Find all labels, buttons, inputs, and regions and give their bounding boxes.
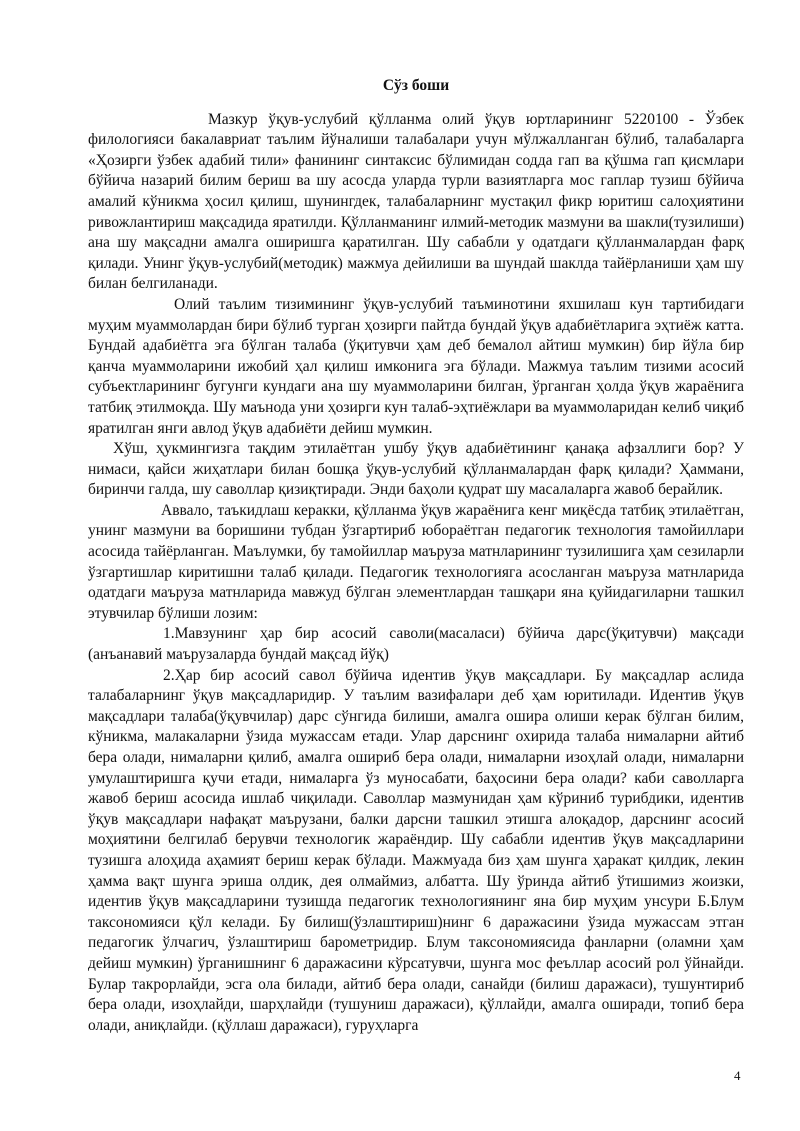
document-title: Сўз боши — [382, 77, 450, 94]
paragraph-pedagogical-technology: Аввало, таъкидлаш керакки, қўлланма ўқув жараёнига кенг миқёсда татбиқ этилаётган, унинг мазмуни ва боришини тубдан ўзгартириб юбораётган педагогик технология тамойиллари асосида тайёрланган. Маълумки, бу тамойиллар маъруза матнларининг тузилишига ҳам сезиларли ўзгартишлар киритишни талаб қилади. Педагогик технологияга асосланган маъруза матнларида одатдаги маъруза матнларида мавжуд бўлган элементлардан ташқари яна қуйидагиларни ташкил этувчилар бўлиши лозим: — [88, 501, 744, 622]
paragraph-questions: Хўш, ҳукмингизга тақдим этилаётган ушбу ўқув адабиётининг қанақа афзаллиги бор? У нимаси, қайси жиҳатлари билан бошқа ўқув-услубий қўлланмалардан фарқ қилади? Ҳаммани, биринчи галда, шу саволлар қизиқтиради. Энди баҳоли қудрат шу масалаларга жавоб берайлик. — [88, 440, 744, 499]
paragraph-intro: Мазкур ўқув-услубий қўлланма олий ўқув юртларининг 5220100 - Ўзбек филологияси бакалавриат таълим йўналиши талабалари учун мўлжалланган бўлиб, талабаларга «Ҳозирги ўзбек адабий тили» фанининг синтаксис бўлимидан содда гап ва қўшма гап қисмлари бўйича назарий билим бериш ва шу асосда уларда турли вазиятларга мос гаплар тузиш бўйича амалий кўникма ҳосил қилиш, шунингдек, талабаларнинг мустақил фикр юритиш салоҳиятини ривожлантириш мақсадида яратилди. Қўлланманинг илмий-методик мазмуни ва шакли(тузилиши) ана шу мақсадни амалга оширишга қаратилган. Шу сабабли у одатдаги қўлланмалардан фарқ қилади. Унинг ўқув-услубий(методик) мажмуа дейилиши ва шундай шаклда тайёрланиши ҳам шу билан белгиланади. — [88, 110, 744, 293]
list-item-1: 1.Мавзунинг ҳар бир асосий саволи(масаласи) бўйича дарс(ўқитувчи) мақсади (анъанавий маърузаларда бундай мақсад йўқ) — [88, 625, 744, 664]
paragraph-higher-education: Олий таълим тизимининг ўқув-услубий таъминотини яхшилаш кун тартибидаги муҳим муаммолардан бири бўлиб турган ҳозирги пайтда бундай ўқув адабиётларига эҳтиёж катта. Бундай адабиётга эга бўлган талаба (ўқитувчи ҳам деб бемалол айтиш мумкин) бир йўла бир қанча муаммоларини ижобий ҳал қилиш имконига эга бўлади. Мажмуа таълим тизими асосий субъектларининг бугунги кундаги ана шу муаммоларини билган, ўрганган ҳолда ўқув жараёнига татбиқ этилмоқда. Шу маънода уни ҳозирги кун талаб-эҳтиёжлари ва муаммоларидан келиб чиқиб яратилган янги авлод ўқув адабиёти дейиш мумкин. — [88, 295, 744, 437]
list-item-2: 2.Ҳар бир асосий савол бўйича идентив ўқув мақсадлари. Бу мақсадлар аслида талабаларнинг ўқув мақсадларидир. У таълим вазифалари деб ҳам юритилади. Идентив ўқув мақсадлари талаба(ўқувчилар) дарс сўнгида билиши, амалга ошира олиши керак бўлган билим, кўникма, малакаларни ўзида мужассам етади. Улар дарснинг охирида талаба нималарни айтиб бера олади, нималарни қилиб, амалга ошириб бера олади, нималарни изоҳлай олади, нималарни умулаштиришга қучи етади, нималарга ўз муносабати, баҳосини бера олади? каби саволларга жавоб бериш асосида ишлаб чиқилади. Саволлар мазмунидан ҳам кўриниб турибдики, идентив ўқув мақсадлари нафақат маърузани, балки дарсни ташкил этишга алоқадор, дарснинг асосий моҳиятини белгилаб берувчи технологик жараёндир. Шу сабабли идентив ўқув мақсадларини тузишга алоҳида аҳамият бериш керак бўлади. Мажмуада биз ҳам шунга ҳаракат қилдик, лекин ҳамма вақт шунга эриша олдик, дея олмаймиз, албатта. Шу ўринда айтиб ўтишимиз жоизки, идентив ўқув мақсадларини тузишда педагогик технологиянинг яна бир муҳим унсури Б.Блум таксономияси қўл келади. Бу билиш(ўзлаштириш)нинг 6 даражасини ўзида мужассам этган педагогик ўлчагич, ўзлаштириш барометридир. Блум таксономиясида фанларни (оламни ҳам дейиш мумкин) ўрганишнинг 6 даражасини кўрсатувчи, шунга мос феъллар асосий рол ўйнайди. Булар такрорлайди, эсга ола билади, айтиб бера олади, санайди (билиш даражаси), тушунтириб бера олади, изоҳлайди, шарҳлайди (тушуниш даражаси), қўллайди, амалга оширади, топиб бера олади, аниқлайди. (қўллаш даражаси), гуруҳларга — [88, 666, 744, 1034]
page-number: 4 — [734, 1068, 741, 1083]
